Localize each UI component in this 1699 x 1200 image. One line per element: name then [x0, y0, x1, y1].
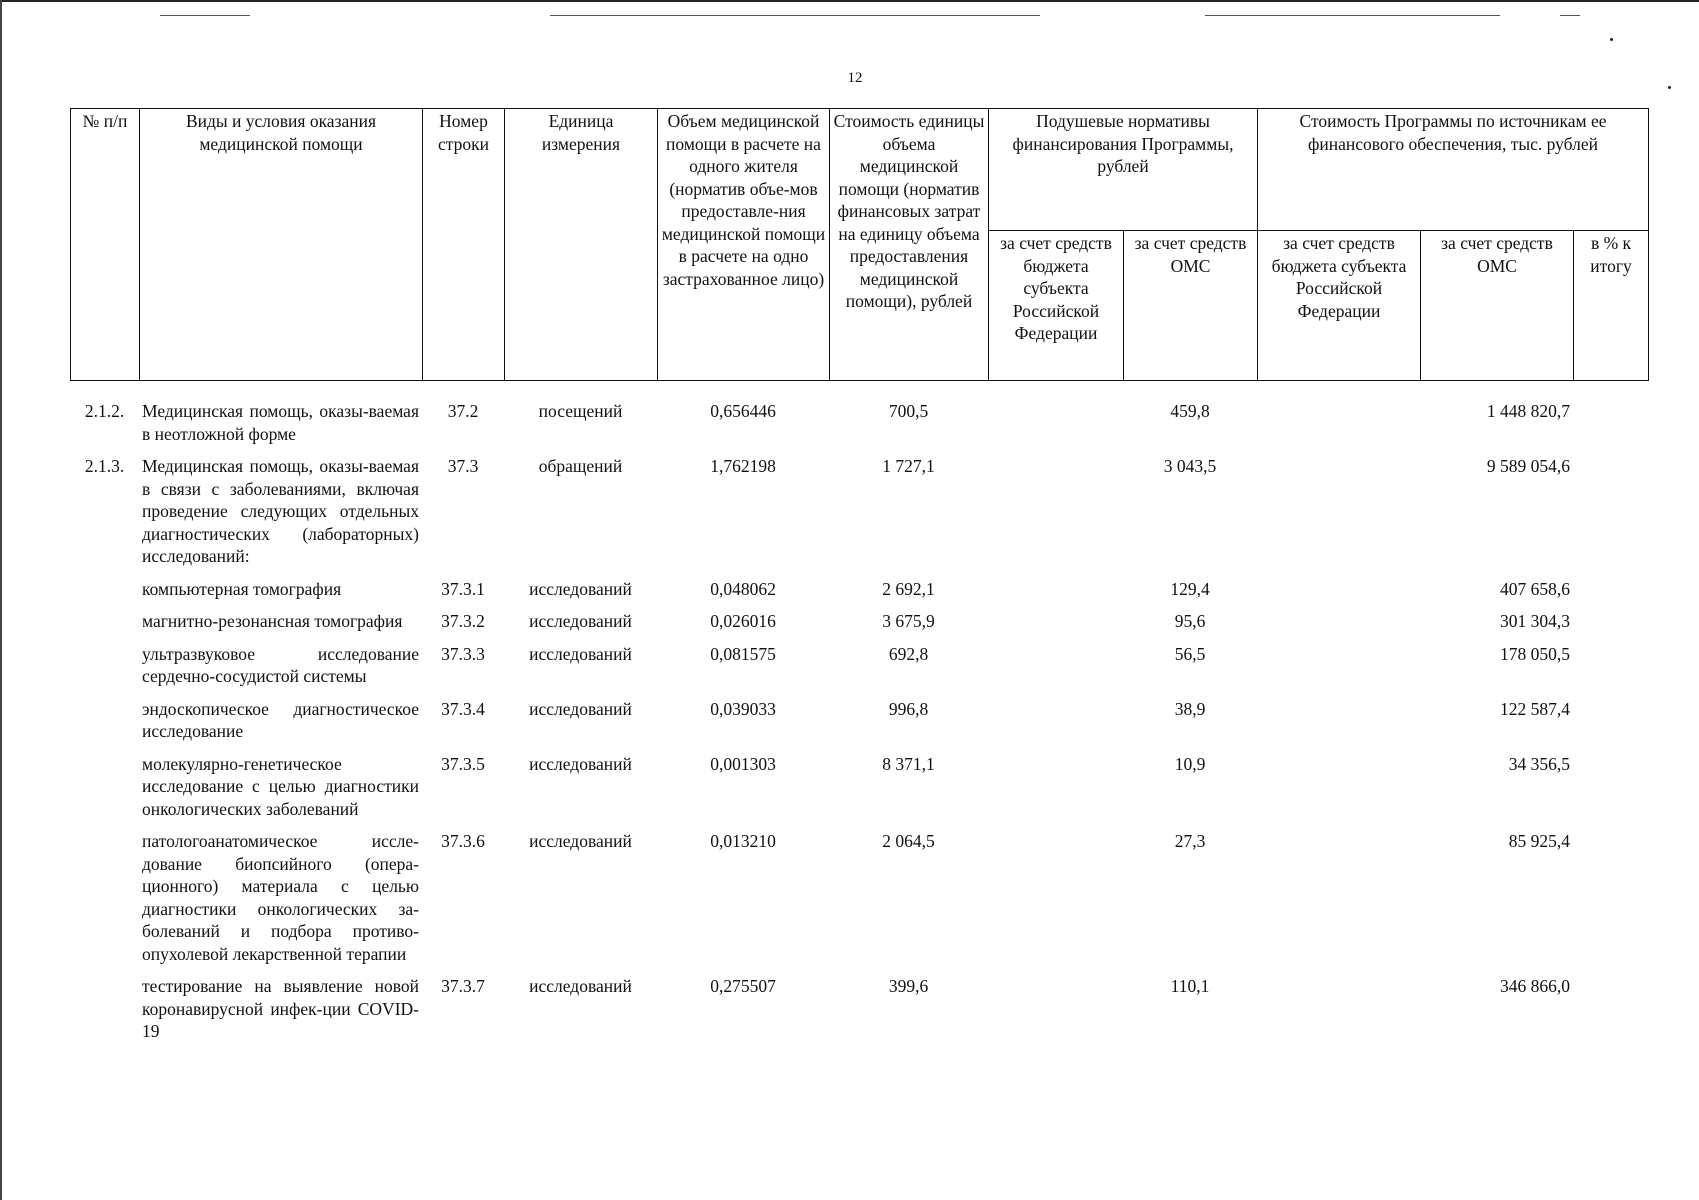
row-name: молекулярно-генетическое исследование с целью диагностики онкологических заболеваний [142, 753, 419, 819]
row-volume: 0,081575 [710, 643, 776, 664]
row-prog-budget [1257, 753, 1420, 831]
row-cost: 8 371,1 [882, 753, 935, 774]
row-num: 2.1.3. [84, 456, 125, 476]
row-percent [1573, 610, 1648, 643]
row-line: 37.3.6 [441, 831, 485, 851]
row-percent [1573, 975, 1648, 1053]
table-row [70, 698, 1648, 753]
row-volume: 0,039033 [710, 698, 776, 719]
row-oms: 38,9 [1174, 698, 1206, 719]
row-oms: 10,9 [1174, 753, 1206, 774]
row-budget [988, 753, 1123, 831]
scan-border-top [0, 0, 1699, 2]
row-cost: 700,5 [888, 401, 929, 421]
row-num [70, 643, 139, 698]
row-name: эндоскопическое диагностическое исследование [142, 698, 419, 741]
row-unit: исследований [529, 698, 632, 719]
row-cost: 996,8 [888, 698, 929, 719]
table-row [70, 400, 1648, 455]
row-volume: 0,001303 [710, 753, 776, 774]
table-row [70, 830, 1648, 975]
header-col-volume: Объем медицинской помощи в расчете на одного жителя (норматив объе-мов предоставле-ния медицинской помощи в расчете на одно застрахованное лицо) [658, 109, 830, 381]
row-cost: 2 064,5 [882, 831, 935, 851]
header-group-program: Стоимость Программы по источникам ее финансового обеспечения, тыс. рублей [1258, 109, 1649, 231]
row-budget [988, 643, 1123, 698]
header-sub-prog-oms: за счет средств ОМС [1421, 231, 1574, 381]
row-percent [1573, 400, 1648, 455]
scan-artifact [1668, 86, 1671, 89]
table-body [70, 400, 1648, 1053]
header-sub-prog-budget: за счет средств бюджета субъекта Российской Федерации [1258, 231, 1421, 381]
row-prog-budget [1257, 698, 1420, 753]
row-prog-budget [1257, 975, 1420, 1053]
row-budget [988, 975, 1123, 1053]
row-volume: 0,026016 [710, 611, 776, 631]
row-num [70, 753, 139, 831]
row-unit: исследований [529, 831, 632, 851]
header-col-type: Виды и условия оказания медицинской помощи [140, 109, 423, 381]
row-prog-oms: 178 050,5 [1500, 643, 1570, 664]
row-cost: 1 727,1 [882, 456, 935, 476]
row-budget [988, 610, 1123, 643]
row-oms: 3 043,5 [1163, 456, 1217, 476]
row-name: ультразвуковое исследование сердечно-сосудистой системы [142, 643, 419, 686]
row-oms: 459,8 [1170, 401, 1210, 421]
row-oms: 110,1 [1170, 976, 1210, 996]
scan-artifact [1560, 15, 1580, 16]
row-num [70, 975, 139, 1053]
row-line: 37.3.4 [441, 698, 485, 719]
row-name: тестирование на выявление новой коронавирусной инфек-ции COVID-19 [142, 976, 419, 1041]
scan-artifact [550, 15, 1040, 16]
row-prog-oms: 346 866,0 [1500, 976, 1570, 996]
row-unit: исследований [529, 753, 632, 774]
row-prog-oms: 1 448 820,7 [1486, 401, 1570, 421]
row-num [70, 578, 139, 611]
header-col-line: Номер строки [423, 109, 505, 381]
row-line: 37.2 [447, 401, 479, 421]
row-prog-budget [1257, 643, 1420, 698]
header-col-cost: Стоимость единицы объема медицинской помощи (норматив финансовых затрат на единицу объема предоставления медицинской помощи), рублей [830, 109, 989, 381]
table-row [70, 975, 1648, 1053]
row-prog-oms: 407 658,6 [1500, 578, 1570, 599]
header-sub-budget: за счет средств бюджета субъекта Российской Федерации [989, 231, 1124, 381]
row-name: компьютерная томография [142, 578, 342, 599]
row-unit: исследований [529, 578, 632, 599]
row-budget [988, 830, 1123, 975]
table-header [70, 108, 1649, 381]
row-prog-budget [1257, 400, 1420, 455]
row-line: 37.3.7 [441, 976, 485, 996]
row-percent [1573, 830, 1648, 975]
row-oms: 27,3 [1174, 831, 1206, 851]
row-oms: 129,4 [1170, 578, 1210, 599]
row-cost: 692,8 [888, 643, 929, 664]
row-num: 2.1.2. [84, 401, 125, 421]
row-unit: исследований [529, 976, 632, 996]
header-col-unit: Единица измерения [505, 109, 658, 381]
row-line: 37.3.3 [441, 643, 485, 664]
row-name: Медицинская помощь, оказы-ваемая в связи с заболеваниями, включая проведение следующих отдельных диагностических (лабораторных) исследований: [142, 456, 419, 566]
table-row [70, 753, 1648, 831]
row-prog-budget [1257, 830, 1420, 975]
header-group-percapita: Подушевые нормативы финансирования Программы, рублей [989, 109, 1258, 231]
row-cost: 399,6 [888, 976, 929, 996]
row-percent [1573, 698, 1648, 753]
row-cost: 2 692,1 [882, 578, 935, 599]
row-prog-oms: 85 925,4 [1508, 831, 1570, 851]
row-budget [988, 400, 1123, 455]
row-budget [988, 578, 1123, 611]
row-percent [1573, 753, 1648, 831]
row-prog-oms: 301 304,3 [1500, 611, 1570, 631]
table-row [70, 610, 1648, 643]
row-oms: 56,5 [1174, 643, 1206, 664]
scan-artifact [160, 15, 250, 16]
row-prog-budget [1257, 455, 1420, 578]
row-line: 37.3.1 [441, 578, 485, 599]
row-budget [988, 698, 1123, 753]
header-sub-oms: за счет средств ОМС [1124, 231, 1258, 381]
row-unit: обращений [538, 456, 623, 476]
row-percent [1573, 455, 1648, 578]
row-budget [988, 455, 1123, 578]
row-name: патологоанатомическое иссле-дование биопсийного (опера-ционного) материала с целью диагностики онкологических за-болеваний и подбора противо-опухолевой лекарственной терапии [142, 831, 419, 964]
table-row [70, 578, 1648, 611]
scan-artifact [1205, 15, 1500, 16]
row-line: 37.3.2 [441, 611, 485, 631]
header-col-num: № п/п [71, 109, 140, 381]
row-prog-oms: 122 587,4 [1500, 698, 1570, 719]
row-num [70, 610, 139, 643]
row-prog-budget [1257, 578, 1420, 611]
row-oms: 95,6 [1174, 611, 1206, 631]
table-row [70, 455, 1648, 578]
row-prog-oms: 9 589 054,6 [1486, 456, 1570, 476]
row-num [70, 830, 139, 975]
row-volume: 0,013210 [710, 831, 776, 851]
row-cost: 3 675,9 [882, 611, 935, 631]
page-number: 12 [847, 70, 863, 86]
row-volume: 0,275507 [710, 976, 776, 996]
row-prog-budget [1257, 610, 1420, 643]
row-line: 37.3.5 [441, 753, 485, 774]
row-volume: 0,656446 [710, 401, 776, 421]
table-row [70, 643, 1648, 698]
row-percent [1573, 643, 1648, 698]
row-percent [1573, 578, 1648, 611]
row-volume: 0,048062 [710, 578, 776, 599]
row-unit: посещений [538, 401, 623, 421]
row-name: магнитно-резонансная томография [142, 611, 403, 631]
row-prog-oms: 34 356,5 [1508, 753, 1570, 774]
scan-border-left [0, 0, 2, 1200]
row-name: Медицинская помощь, оказы-ваемая в неотложной форме [142, 401, 419, 444]
row-line: 37.3 [447, 456, 479, 476]
row-num [70, 698, 139, 753]
row-unit: исследований [529, 611, 632, 631]
header-sub-percent: в % к итогу [1574, 231, 1649, 381]
row-volume: 1,762198 [710, 456, 776, 476]
scan-artifact [1610, 38, 1613, 41]
row-unit: исследований [529, 643, 632, 664]
